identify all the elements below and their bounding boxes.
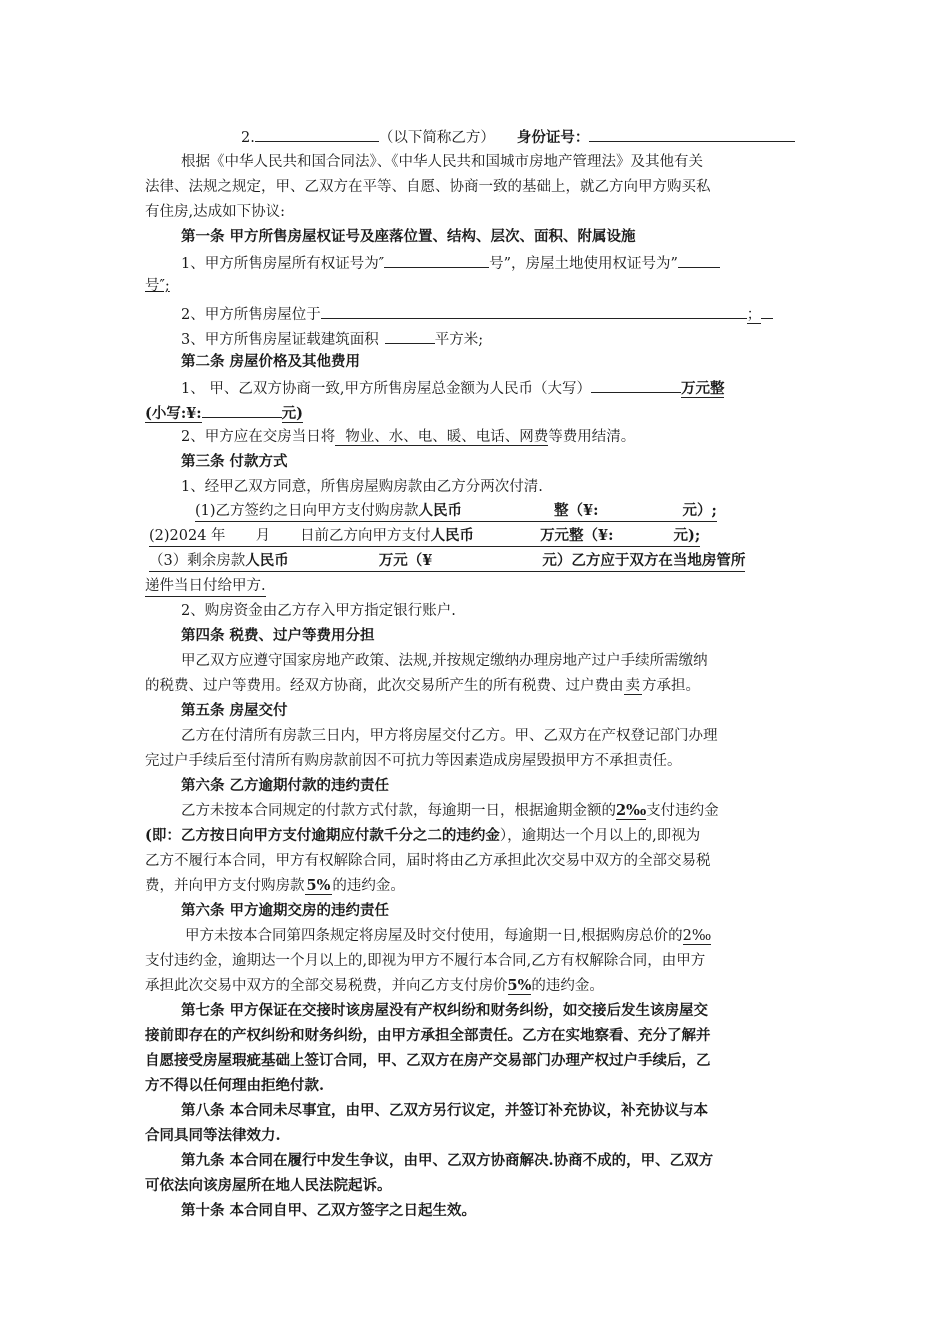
article-9-line-2: 可依法向该房屋所在地人民法院起诉。 bbox=[145, 1177, 392, 1194]
article-6a-line-1: 乙方未按本合同规定的付款方式付款，每逾期一日，根据逾期金额的2‰支付违约金 bbox=[181, 802, 719, 819]
article-8-line-1: 第八条 本合同未尽事宜，由甲、乙双方另行议定，并签订补充协议，补充协议与本 bbox=[181, 1102, 709, 1119]
article-10: 第十条 本合同自甲、乙双方签字之日起生效。 bbox=[181, 1202, 477, 1219]
ownership-cert-blank[interactable] bbox=[384, 252, 489, 268]
article-6b-line-2: 支付违约金，逾期达一个月以上的,即视为甲方不履行本合同,乙方有权解除合同，由甲方 bbox=[145, 953, 706, 969]
id-number-label: 身份证号： bbox=[516, 129, 590, 146]
article-5-title: 第五条 房屋交付 bbox=[181, 702, 288, 719]
article-6a-title: 第六条 乙方逾期付款的违约责任 bbox=[181, 777, 390, 794]
article-3-item-2: 2、购房资金由乙方存入甲方指定银行账户. bbox=[181, 603, 456, 619]
location-blank[interactable] bbox=[321, 303, 747, 319]
article-4-title: 第四条 税费、过户等费用分担 bbox=[181, 627, 375, 644]
article-7-line-2: 接前即存在的产权纠纷和财务纠纷，由甲方承担全部责任。乙方在实地察看、充分了解并 bbox=[145, 1027, 711, 1044]
party-b-line bbox=[241, 126, 795, 148]
article-4-line-1: 甲乙双方应遵守国家房地产政策、法规,并按规定缴纳办理房地产过户手续所需缴纳 bbox=[181, 653, 708, 669]
article-1-item-1: 1、甲方所售房屋所有权证号为″ 号”，房屋土地使用权证号为” bbox=[181, 252, 720, 274]
article-4-line-2: 的税费、过户等费用。经双方协商，此次交易所产生的所有税费、过户费由 卖 方承担。 bbox=[145, 678, 700, 694]
total-price-words-blank[interactable] bbox=[591, 377, 681, 393]
article-1-item-3: 3、甲方所售房屋证载建筑面积 平方米; bbox=[181, 328, 483, 350]
article-6b-line-1: 甲方未按本合同第四条规定将房屋及时交付使用，每逾期一日,根据购房总价的2‰ bbox=[185, 928, 712, 944]
article-6a-line-4: 费，并向甲方支付购房款 5% 的违约金。 bbox=[145, 877, 405, 894]
payment-2: (2)2024 年 月 日前乙方向甲方支付人民币 万元整（¥: 元); bbox=[149, 526, 700, 547]
area-blank[interactable] bbox=[385, 328, 435, 344]
article-2-item-1: 1、 甲、乙双方协商一致,甲方所售房屋总金额为人民币（大写） 万元整 bbox=[181, 377, 724, 399]
article-7-line-4: 方不得以任何理由拒绝付款. bbox=[145, 1077, 325, 1094]
article-7-line-1: 第七条 甲方保证在交接时该房屋没有产权纠纷和财务纠纷，如交接后发生该房屋交 bbox=[181, 1002, 709, 1019]
article-9-line-1: 第九条 本合同在履行中发生争议，由甲、乙双方协商解决.协商不成的，甲、乙双方 bbox=[181, 1152, 714, 1169]
land-cert-blank[interactable] bbox=[678, 252, 720, 268]
party-b-name-blank[interactable] bbox=[255, 126, 379, 142]
party-b-abbrev: （以下简称乙方） bbox=[378, 130, 495, 146]
article-6a-line-3: 乙方不履行本合同，甲方有权解除合同，届时将由乙方承担此次交易中双方的全部交易税 bbox=[145, 853, 711, 869]
total-price-digits-blank[interactable] bbox=[202, 402, 282, 418]
article-6b-title: 第六条 甲方逾期交房的违约责任 bbox=[181, 902, 390, 919]
article-6a-line-2: (即：乙方按日向甲方支付逾期应付款千分之二的违约金），逾期达一个月以上的,即视为 bbox=[145, 827, 701, 844]
article-5-line-1: 乙方在付清所有房款三日内，甲方将房屋交付乙方。甲、乙双方在产权登记部门办理 bbox=[181, 728, 718, 744]
article-6b-line-3: 承担此次交易中双方的全部交易税费，并向乙方支付房价5%的违约金。 bbox=[145, 977, 604, 994]
intro-line-1: 根据《中华人民共和国合同法》、《中华人民共和国城市房地产管理法》及其他有关 bbox=[181, 154, 703, 170]
article-2-title: 第二条 房屋价格及其他费用 bbox=[181, 353, 361, 370]
article-1-title: 第一条 甲方所售房屋权证号及座落位置、结构、层次、面积、附属设施 bbox=[181, 228, 636, 245]
article-8-line-2: 合同具同等法律效力. bbox=[145, 1127, 281, 1144]
party-b-number: 2. bbox=[241, 130, 255, 146]
article-1-item-1-end: 号″; bbox=[145, 278, 170, 294]
article-2-item-1-small: (小写:¥: 元) bbox=[145, 402, 303, 424]
payment-3: （3）剩余房款人民币 万元（¥ 元）乙方应于双方在当地房管所 bbox=[149, 551, 745, 572]
payment-1: (1)乙方签约之日向甲方支付购房款人民币 整（¥: 元）; bbox=[195, 501, 717, 522]
article-1-item-2: 2、甲方所售房屋位于 ； bbox=[181, 303, 773, 325]
article-2-item-2: 2、甲方应在交房当日将 物业、水、电、暖、电话、网费等费用结清。 bbox=[181, 429, 636, 445]
id-number-blank[interactable] bbox=[589, 126, 795, 142]
article-7-line-3: 自愿接受房屋瑕疵基础上签订合同，甲、乙双方在房产交易部门办理产权过户手续后，乙 bbox=[145, 1052, 711, 1069]
intro-line-2: 法律、法规之规定，甲、乙双方在平等、自愿、协商一致的基础上，就乙方向甲方购买私 bbox=[145, 179, 711, 195]
article-3-item-1: 1、经甲乙双方同意，所售房屋购房款由乙方分两次付清. bbox=[181, 479, 543, 495]
payment-3-end: 递件当日付给甲方. bbox=[145, 576, 266, 597]
article-5-line-2: 完过户手续后至付清所有购房款前因不可抗力等因素造成房屋毁损甲方不承担责任。 bbox=[145, 753, 682, 769]
article-3-title: 第三条 付款方式 bbox=[181, 453, 288, 470]
intro-line-3: 有住房,达成如下协议: bbox=[145, 204, 285, 220]
